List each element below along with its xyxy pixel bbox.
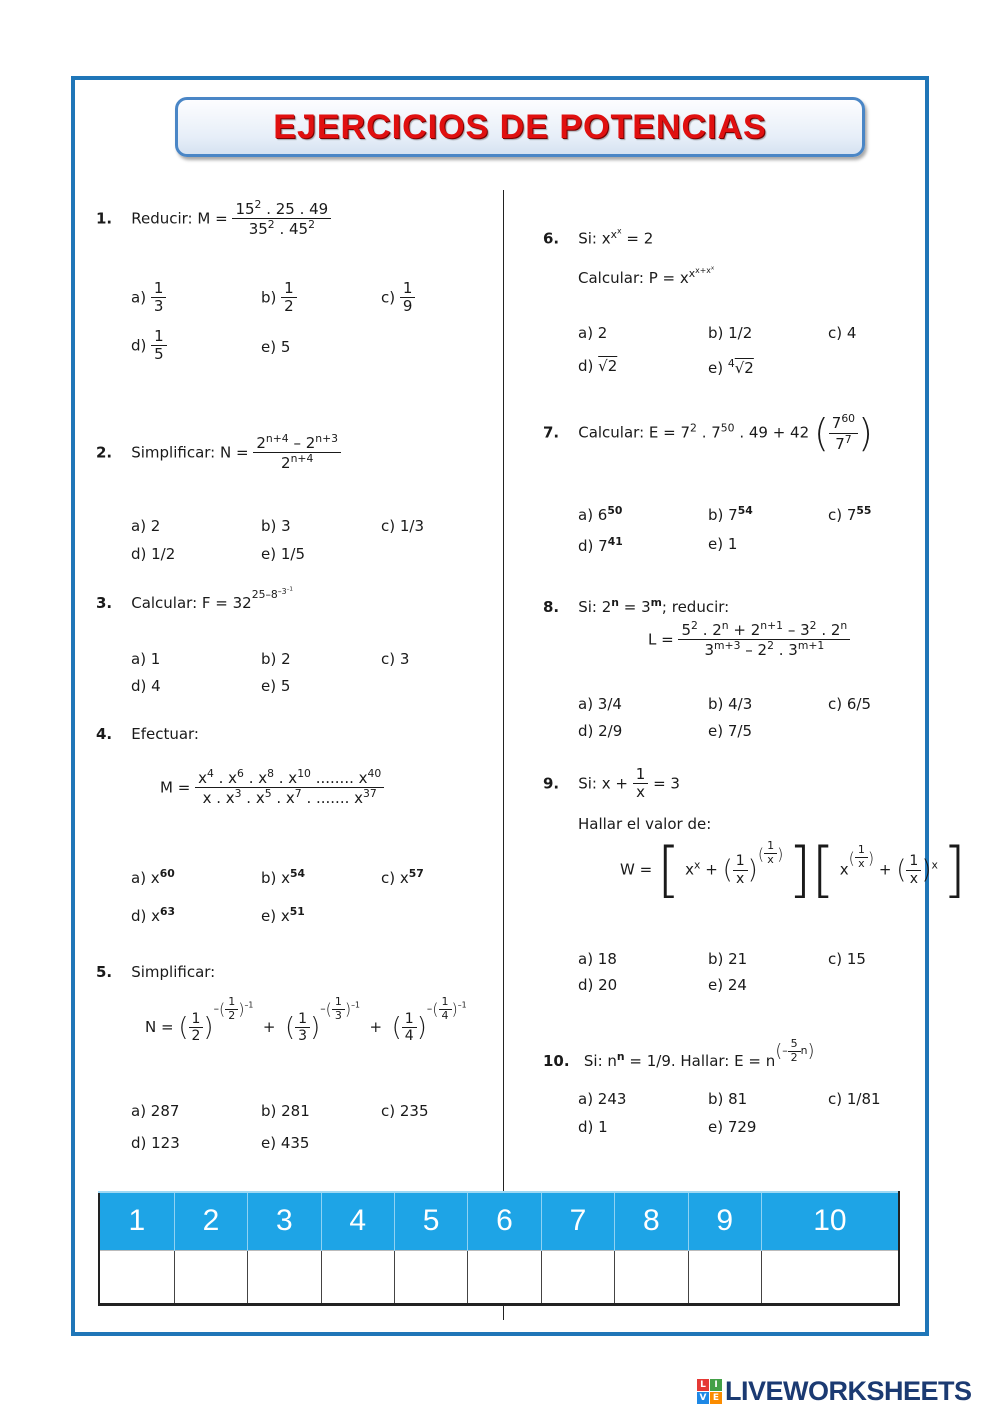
- expression-fraction: $\frac{15^2 . 25 . 49}{35^2 . 45^2}$: [232, 199, 331, 239]
- answer-header: 9: [688, 1192, 761, 1250]
- option-a: a) 2: [131, 517, 161, 535]
- problem-3: 3. Calcular: $F = 32^{25-8^{-3^{-1}}}$: [96, 586, 293, 613]
- option-b: b) 21: [708, 950, 748, 968]
- problem-6: 6. Si: $x^{x^x} = 2$: [543, 226, 654, 248]
- option-d: d) 20: [578, 976, 618, 994]
- answer-table: [98, 1191, 900, 1306]
- option-c: c) 15: [828, 950, 866, 968]
- option-e: e) 1: [708, 535, 738, 553]
- option-d: d) √2: [578, 357, 618, 375]
- problem-10: 10. Si: $n^n = 1/9$. Hallar: $E = n^{(- \frac{5}{2} n)}$: [543, 1037, 815, 1071]
- option-b: b) 3: [261, 517, 291, 535]
- option-d: d) 4: [131, 677, 161, 695]
- option-e: e) 435: [261, 1134, 310, 1152]
- column-divider: [503, 190, 504, 1320]
- problem-4: 4. Efectuar:: [96, 725, 199, 743]
- answer-input-4[interactable]: [321, 1250, 394, 1304]
- page-title: EJERCICIOS DE POTENCIAS: [273, 107, 767, 146]
- option-b: b) $\frac{1}{2}$: [261, 280, 297, 316]
- option-a: a) $x^{60}$: [131, 867, 175, 887]
- option-e: e) 24: [708, 976, 747, 994]
- option-e: e) 1/5: [261, 545, 305, 563]
- option-d: d) $x^{63}$: [131, 905, 176, 925]
- option-a: a) 243: [578, 1090, 627, 1108]
- option-a: a) $6^{50}$: [578, 504, 623, 524]
- problem-9-expression: W = [ $x^x$ + ( $\frac{1}{x}$ )$^{( \frac{1}{x} )}$ ][ $x^{( \frac{1}{x} )}$ + ( $\frac{1}{x}$ )$^x$ ]: [620, 835, 967, 905]
- problem-2: 2. Simplificar: N = $\frac{2^{n+4} - 2^{n+3}}{2^{n+4}}$: [96, 433, 341, 473]
- option-b: b) $7^{54}$: [708, 504, 753, 524]
- problem-8: 8. Si: $2^n = 3^m$; reducir:: [543, 596, 730, 616]
- answer-header: 4: [321, 1192, 394, 1250]
- option-a: a) 18: [578, 950, 617, 968]
- answer-input-6[interactable]: [468, 1250, 541, 1304]
- answer-input-8[interactable]: [615, 1250, 688, 1304]
- problem-8-expression: L = $\frac{5^2 . 2^n + 2^{n+1} - 3^2 . 2^n}{3^{m+3} - 2^2 . 3^{m+1}}$: [648, 620, 850, 660]
- option-e: e) 7/5: [708, 722, 752, 740]
- option-c: c) $x^{57}$: [381, 867, 424, 887]
- answer-input-row: [99, 1250, 899, 1304]
- option-c: c) 235: [381, 1102, 429, 1120]
- option-a: a) 287: [131, 1102, 180, 1120]
- answer-header: 3: [248, 1192, 321, 1250]
- answer-header: 2: [174, 1192, 247, 1250]
- expr-lhs: M =: [197, 209, 228, 228]
- option-c: c) 1/81: [828, 1090, 881, 1108]
- option-d: d) $\frac{1}{5}$: [131, 328, 167, 364]
- option-c: c) 4: [828, 324, 857, 342]
- option-c: c) $7^{55}$: [828, 504, 872, 524]
- option-e: e) 5: [261, 677, 291, 695]
- option-a: a) $\frac{1}{3}$: [131, 280, 166, 316]
- answer-header: 5: [394, 1192, 467, 1250]
- answer-input-9[interactable]: [688, 1250, 761, 1304]
- answer-input-2[interactable]: [174, 1250, 247, 1304]
- option-a: a) 3/4: [578, 695, 622, 713]
- problem-5: 5. Simplificar:: [96, 963, 216, 981]
- brand-logo-icon: L I V E: [697, 1379, 722, 1404]
- problem-5-expression: N = ( $\frac{1}{2}$ )$^{-( \frac{1}{2} )^{-1}}$ + ( $\frac{1}{3}$ )$^{-( \frac{1}{3} )^{-1}}$ + ( $\frac{1}{4}$ )$^{-( \frac{1}{4} )^{-1}}$: [145, 995, 467, 1045]
- problem-9-find: Hallar el valor de:: [578, 815, 712, 833]
- option-b: b) 2: [261, 650, 291, 668]
- option-b: b) 1/2: [708, 324, 753, 342]
- option-d: d) 1: [578, 1118, 608, 1136]
- option-e: e) $x^{51}$: [261, 905, 305, 925]
- answer-header-row: [99, 1192, 899, 1250]
- answer-input-1[interactable]: [99, 1250, 174, 1304]
- answer-input-10[interactable]: [761, 1250, 899, 1304]
- answer-input-5[interactable]: [394, 1250, 467, 1304]
- brand-name: LIVEWORKSHEETS: [725, 1376, 972, 1406]
- option-d: d) 2/9: [578, 722, 623, 740]
- problem-number: 1.: [96, 209, 113, 228]
- option-e: e) $^4$√2: [708, 357, 754, 377]
- answer-input-7[interactable]: [541, 1250, 614, 1304]
- option-b: b) 81: [708, 1090, 748, 1108]
- problem-7: 7. Calcular: $E = 7^2$ . $7^{50}$ . 49 + 42 ( $\frac{7^{60}}{7^7}$ ): [543, 411, 873, 455]
- answer-header: 1: [99, 1192, 174, 1250]
- option-d: d) 1/2: [131, 545, 176, 563]
- title-banner: [175, 97, 865, 157]
- option-b: b) 4/3: [708, 695, 753, 713]
- option-c: c) 3: [381, 650, 410, 668]
- option-e: e) 5: [261, 338, 291, 356]
- answer-header: 8: [615, 1192, 688, 1250]
- liveworksheets-brand[interactable]: [697, 1376, 972, 1407]
- option-b: b) $x^{54}$: [261, 867, 306, 887]
- answer-header: 6: [468, 1192, 541, 1250]
- option-b: b) 281: [261, 1102, 310, 1120]
- answer-header: 7: [541, 1192, 614, 1250]
- option-c: c) 6/5: [828, 695, 872, 713]
- problem-1: [96, 199, 331, 239]
- worksheet-frame: [71, 76, 967, 1336]
- option-e: e) 729: [708, 1118, 757, 1136]
- problem-6-calc: Calcular: $P = x^{x^{x+x^x}}$: [578, 265, 715, 288]
- problem-label: Reducir:: [131, 209, 193, 228]
- problem-9: 9. Si: x + $\frac{1}{x}$ = 3: [543, 765, 680, 802]
- option-c: c) 1/3: [381, 517, 425, 535]
- option-a: a) 1: [131, 650, 161, 668]
- answer-header: 10: [761, 1192, 899, 1250]
- option-d: d) 123: [131, 1134, 180, 1152]
- option-c: c) $\frac{1}{9}$: [381, 280, 415, 316]
- option-d: d) $7^{41}$: [578, 535, 623, 555]
- answer-input-3[interactable]: [248, 1250, 321, 1304]
- option-a: a) 2: [578, 324, 608, 342]
- problem-4-expression: M = $\frac{x^4 . x^6 . x^8 . x^{10} ........ x^{40}}{x . x^3 . x^5 . x^7 . ....... x^{37}}$: [160, 768, 384, 808]
